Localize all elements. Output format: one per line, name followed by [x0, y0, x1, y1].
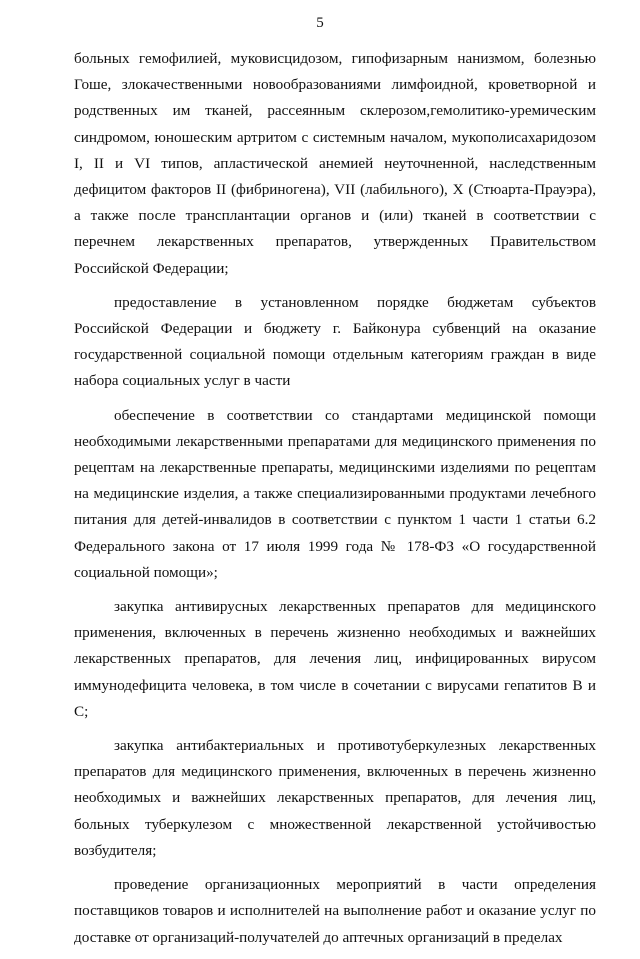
paragraph-3: обеспечение в соответствии со стандартами медицинской помощи необходимыми лекарственными препаратами для медицинского применения по рецептам на лекарственные препараты, медицинскими изделиями по рецептам на медицинские изделия, а также специализированными продуктами лечебного питания для детей-инвалидов в соответствии с пунктом 1 части 1 статьи 6.2 Федерального закона от 17 июля 1999 года № 178-ФЗ «О государственной социальной помощи»;: [74, 406, 596, 581]
document-body: [74, 46, 596, 959]
page-number: 5: [316, 15, 324, 31]
paragraph-2: предоставление в установленном порядке бюджетам субъектов Российской Федерации и бюджету г. Байконура субвенций на оказание государственной социальной помощи отдельным категориям граждан в виде набора социальных услуг в части: [74, 293, 596, 390]
paragraph-6: проведение организационных мероприятий в части определения поставщиков товаров и исполнителей на выполнение работ и оказание услуг по доставке от организаций-получателей до аптечных организаций в пределах: [74, 876, 596, 946]
paragraph-4: закупка антивирусных лекарственных препаратов для медицинского применения, включенных в перечень жизненно необходимых и важнейших лекарственных препаратов, для лечения лиц, инфицированных вирусом иммунодефицита человека, в том числе в сочетании с вирусами гепатитов B и C;: [74, 598, 596, 720]
paragraph-1: больных гемофилией, муковисцидозом, гипофизарным нанизмом, болезнью Гоше, злокачественными новообразованиями лимфоидной, кроветворной и родственных им тканей, рассеянным склерозом,гемолитико-уремическим синдромом, юношеским артритом с системным началом, мукополисахаридозом I, II и VI типов, апластической анемией неуточненной, наследственным дефицитом факторов II (фибриногена), VII (лабильного), X (Стюарта-Прауэра), а также после трансплантации органов и (или) тканей в соответствии с перечнем лекарственных препаратов, утвержденных Правительством Российской Федерации;: [74, 50, 596, 277]
paragraph-5: закупка антибактериальных и противотуберкулезных лекарственных препаратов для медицинского применения, включенных в перечень жизненно необходимых и важнейших лекарственных препаратов, для лечения лиц, больных туберкулезом с множественной лекарственной устойчивостью возбудителя;: [74, 737, 596, 859]
